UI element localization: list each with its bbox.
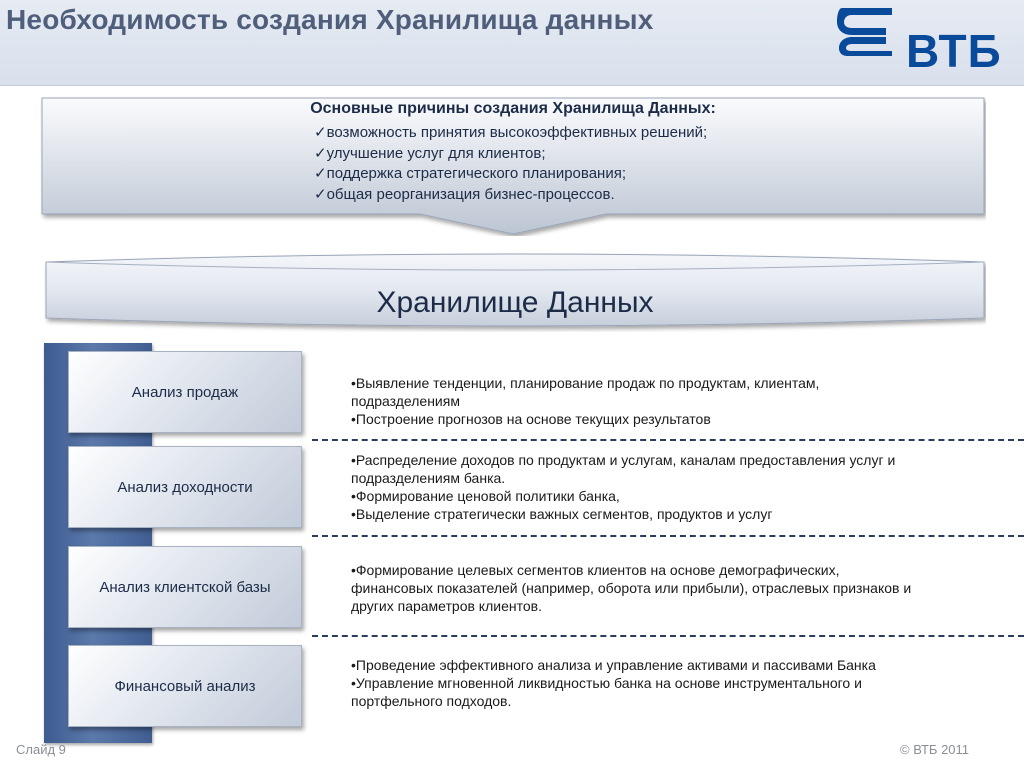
separator-line <box>312 439 1024 441</box>
reasons-list <box>314 123 707 205</box>
detail-line: •Построение прогнозов на основе текущих результатов <box>351 411 711 427</box>
detail-line: других параметров клиентов. <box>351 598 542 614</box>
financial-analysis-label: Финансовый анализ <box>114 677 256 695</box>
detail-line: портфельного подходов. <box>351 693 512 709</box>
slide-number: Слайд 9 <box>16 742 66 757</box>
detail-line: подразделениям банка. <box>351 470 506 486</box>
profitability-analysis-details <box>351 451 1001 523</box>
client-base-analysis-label: Анализ клиентской базы <box>99 578 271 596</box>
vtb-logo-text: ВТБ <box>906 25 1002 77</box>
data-storage-label: Хранилище Данных <box>376 286 654 319</box>
detail-line: •Распределение доходов по продуктам и услугам, каналам предоставления услуг и <box>351 452 896 468</box>
profitability-analysis-box <box>68 446 302 528</box>
slide-header <box>0 0 1024 86</box>
financial-analysis-details <box>351 656 1001 710</box>
financial-analysis-box <box>68 645 302 727</box>
detail-line: •Проведение эффективного анализа и управление активами и пассивами Банка <box>351 657 876 673</box>
reason-item: ✓поддержка стратегического планирования; <box>314 165 626 182</box>
separator-line <box>312 635 1024 637</box>
client-base-analysis-box <box>68 546 302 628</box>
detail-line: •Формирование целевых сегментов клиентов на основе демографических, <box>351 562 840 578</box>
detail-line: •Формирование ценовой политики банка, <box>351 488 620 504</box>
reason-item: ✓общая реорганизация бизнес-процессов. <box>314 185 615 203</box>
vtb-logo <box>836 6 1016 76</box>
sales-analysis-details <box>351 374 1001 428</box>
slide-title: Необходимость создания Хранилища данных <box>6 4 654 35</box>
sales-analysis-label: Анализ продаж <box>131 383 239 401</box>
reason-item: ✓возможность принятия высокоэффективных решений; <box>314 124 708 141</box>
copyright-text: © ВТБ 2011 <box>900 742 970 757</box>
sales-analysis-box <box>68 351 302 433</box>
client-base-analysis-details <box>351 561 1001 615</box>
detail-line: финансовых показателей (например, оборота или прибыли), отраслевых признаков и <box>351 580 912 596</box>
data-storage-banner <box>44 248 986 332</box>
detail-line: •Выделение стратегически важных сегментов, продуктов и услуг <box>351 506 773 522</box>
detail-line: подразделениям <box>351 393 460 409</box>
detail-line: •Управление мгновенной ликвидностью банка на основе инструментального и <box>351 675 862 691</box>
separator-line <box>312 535 1024 537</box>
profitability-analysis-label: Анализ доходности <box>117 478 253 496</box>
reason-item: ✓улучшение услуг для клиентов; <box>314 144 546 162</box>
vtb-logo-icon <box>836 6 896 56</box>
reasons-title: Основные причины создания Хранилища Данных: <box>310 100 716 117</box>
detail-line: •Выявление тенденции, планирование продаж по продуктам, клиентам, <box>351 375 820 391</box>
reasons-callout <box>40 96 986 236</box>
